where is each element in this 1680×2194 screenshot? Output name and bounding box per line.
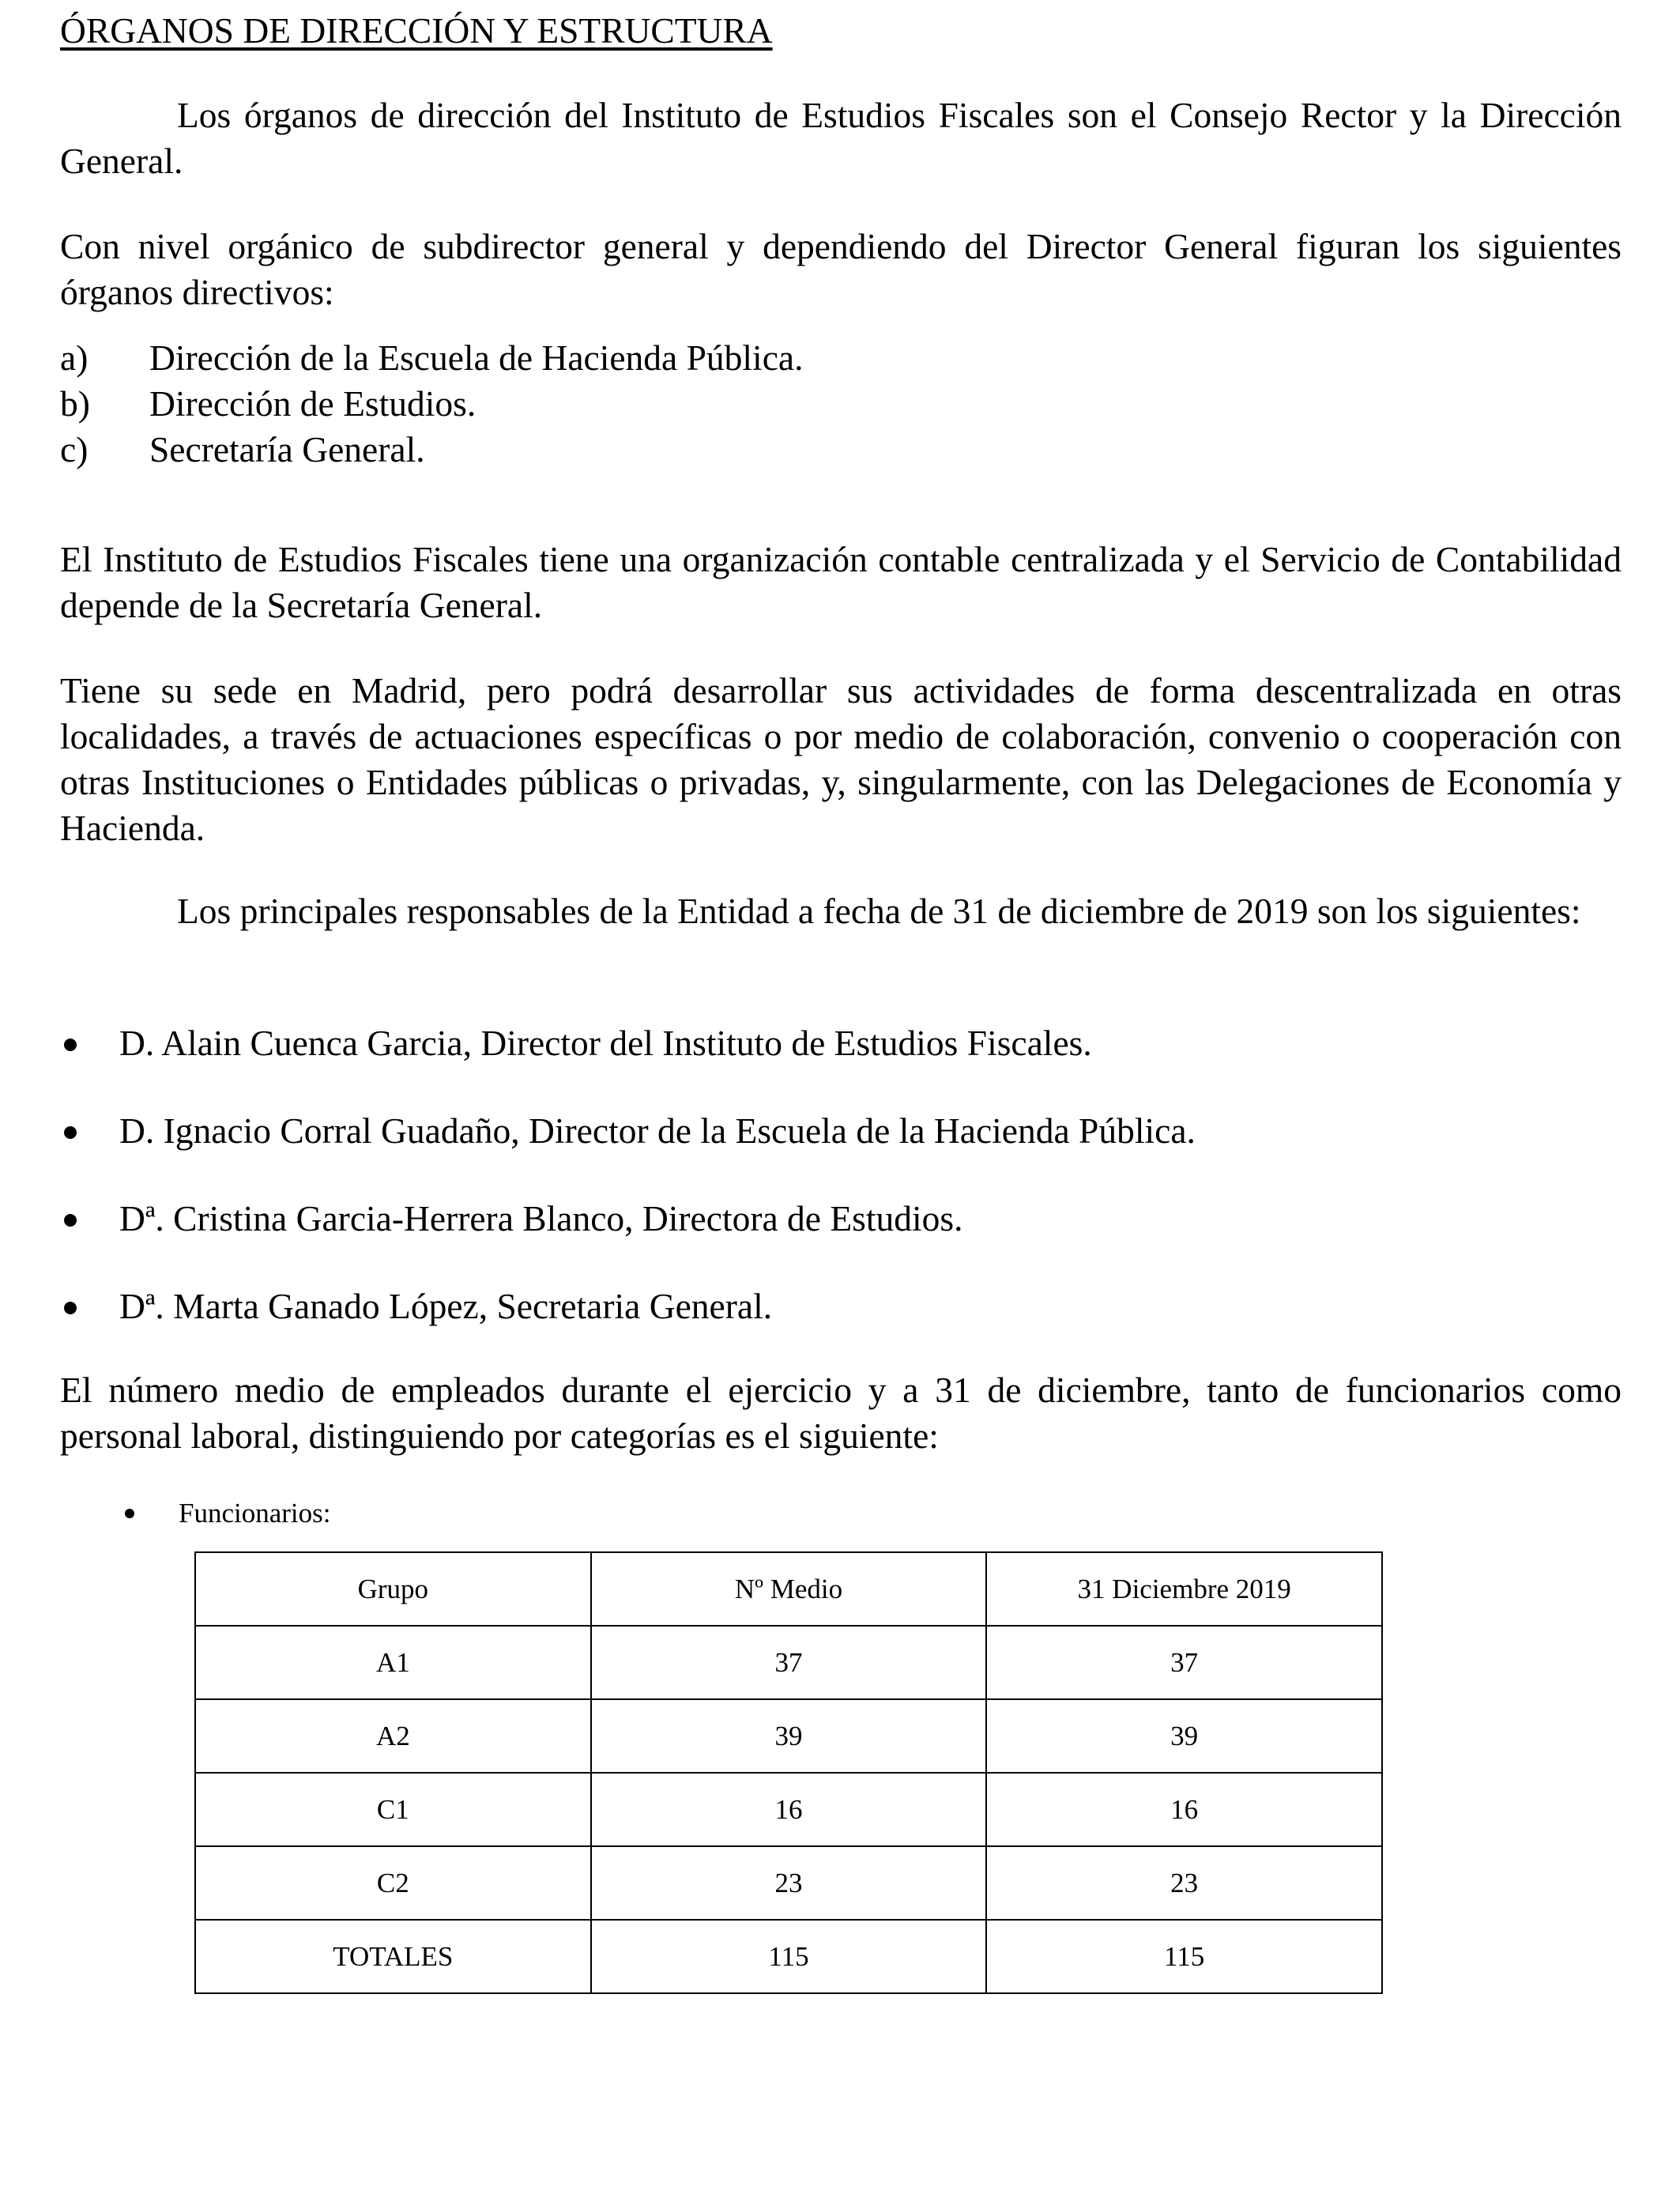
responsable-text: D. Alain Cuenca Garcia, Director del Instituto de Estudios Fiscales. <box>119 1023 1092 1063</box>
organo-text: Secretaría General. <box>149 429 425 469</box>
responsable-text: Dª. Cristina Garcia-Herrera Blanco, Directora de Estudios. <box>119 1198 963 1238</box>
table-cell: 39 <box>591 1699 987 1773</box>
bullet-icon <box>64 1302 77 1314</box>
table-cell: 115 <box>986 1920 1382 1993</box>
bullet-icon <box>64 1214 77 1227</box>
paragraph-organos-direccion: Los órganos de dirección del Instituto de Estudios Fiscales son el Consejo Rector y la Dirección General. <box>60 95 1622 181</box>
responsable-text: Dª. Marta Ganado López, Secretaria General. <box>119 1286 773 1326</box>
table-cell: 115 <box>591 1920 987 1993</box>
table-cell: TOTALES <box>195 1920 591 1993</box>
table-cell: 23 <box>986 1846 1382 1920</box>
section-title: ÓRGANOS DE DIRECCIÓN Y ESTRUCTURA <box>60 10 773 51</box>
table-cell: A1 <box>195 1626 591 1699</box>
table-cell: 16 <box>986 1773 1382 1846</box>
table-row <box>195 1773 1382 1846</box>
bullet-icon <box>64 1039 77 1051</box>
paragraph-contabilidad: El Instituto de Estudios Fiscales tiene una organización contable centralizada y el Servicio de Contabilidad depende de la Secretaría General. <box>60 539 1622 625</box>
table-row <box>195 1846 1382 1920</box>
table-cell: 39 <box>986 1699 1382 1773</box>
table-cell: A2 <box>195 1699 591 1773</box>
table-cell: C2 <box>195 1846 591 1920</box>
organo-label: a) <box>60 337 89 378</box>
table-cell: C1 <box>195 1773 591 1846</box>
organo-label: b) <box>60 383 90 424</box>
responsable-text: D. Ignacio Corral Guadaño, Director de la Escuela de la Hacienda Pública. <box>119 1110 1196 1151</box>
funcionarios-label: Funcionarios: <box>179 1498 331 1529</box>
table-row <box>195 1626 1382 1699</box>
paragraph-sede: Tiene su sede en Madrid, pero podrá desarrollar sus actividades de forma descentralizada en otras localidades, a través de actuaciones específicas o por medio de colaboración, convenio o cooperación con otras Instituciones o Entidades públicas o privadas, y, singularmente, con las Delegaciones de Economía y Hacienda. <box>60 670 1622 848</box>
bullet-icon <box>64 1126 77 1139</box>
paragraph-empleados: El número medio de empleados durante el ejercicio y a 31 de diciembre, tanto de funcionarios como personal laboral, distinguiendo por categorías es el siguiente: <box>60 1370 1622 1456</box>
organo-text: Dirección de Estudios. <box>149 383 477 424</box>
funcionarios-table <box>194 1551 1383 1994</box>
paragraph-responsables-intro: Los principales responsables de la Entidad a fecha de 31 de diciembre de 2019 son los siguientes: <box>177 891 1581 931</box>
table-cell: 37 <box>591 1626 987 1699</box>
column-header-grupo: Grupo <box>195 1552 591 1626</box>
organo-text: Dirección de la Escuela de Hacienda Pública. <box>149 337 804 378</box>
paragraph-subdirector: Con nivel orgánico de subdirector general y dependiendo del Director General figuran los siguientes órganos directivos: <box>60 226 1622 312</box>
bullet-icon <box>125 1509 134 1518</box>
table-cell: 16 <box>591 1773 987 1846</box>
organo-label: c) <box>60 429 89 469</box>
table-row <box>195 1699 1382 1773</box>
table-row-totals <box>195 1920 1382 1993</box>
table-cell: 23 <box>591 1846 987 1920</box>
column-header-diciembre: 31 Diciembre 2019 <box>986 1552 1382 1626</box>
table-cell: 37 <box>986 1626 1382 1699</box>
column-header-medio: Nº Medio <box>591 1552 987 1626</box>
table-header-row <box>195 1552 1382 1626</box>
